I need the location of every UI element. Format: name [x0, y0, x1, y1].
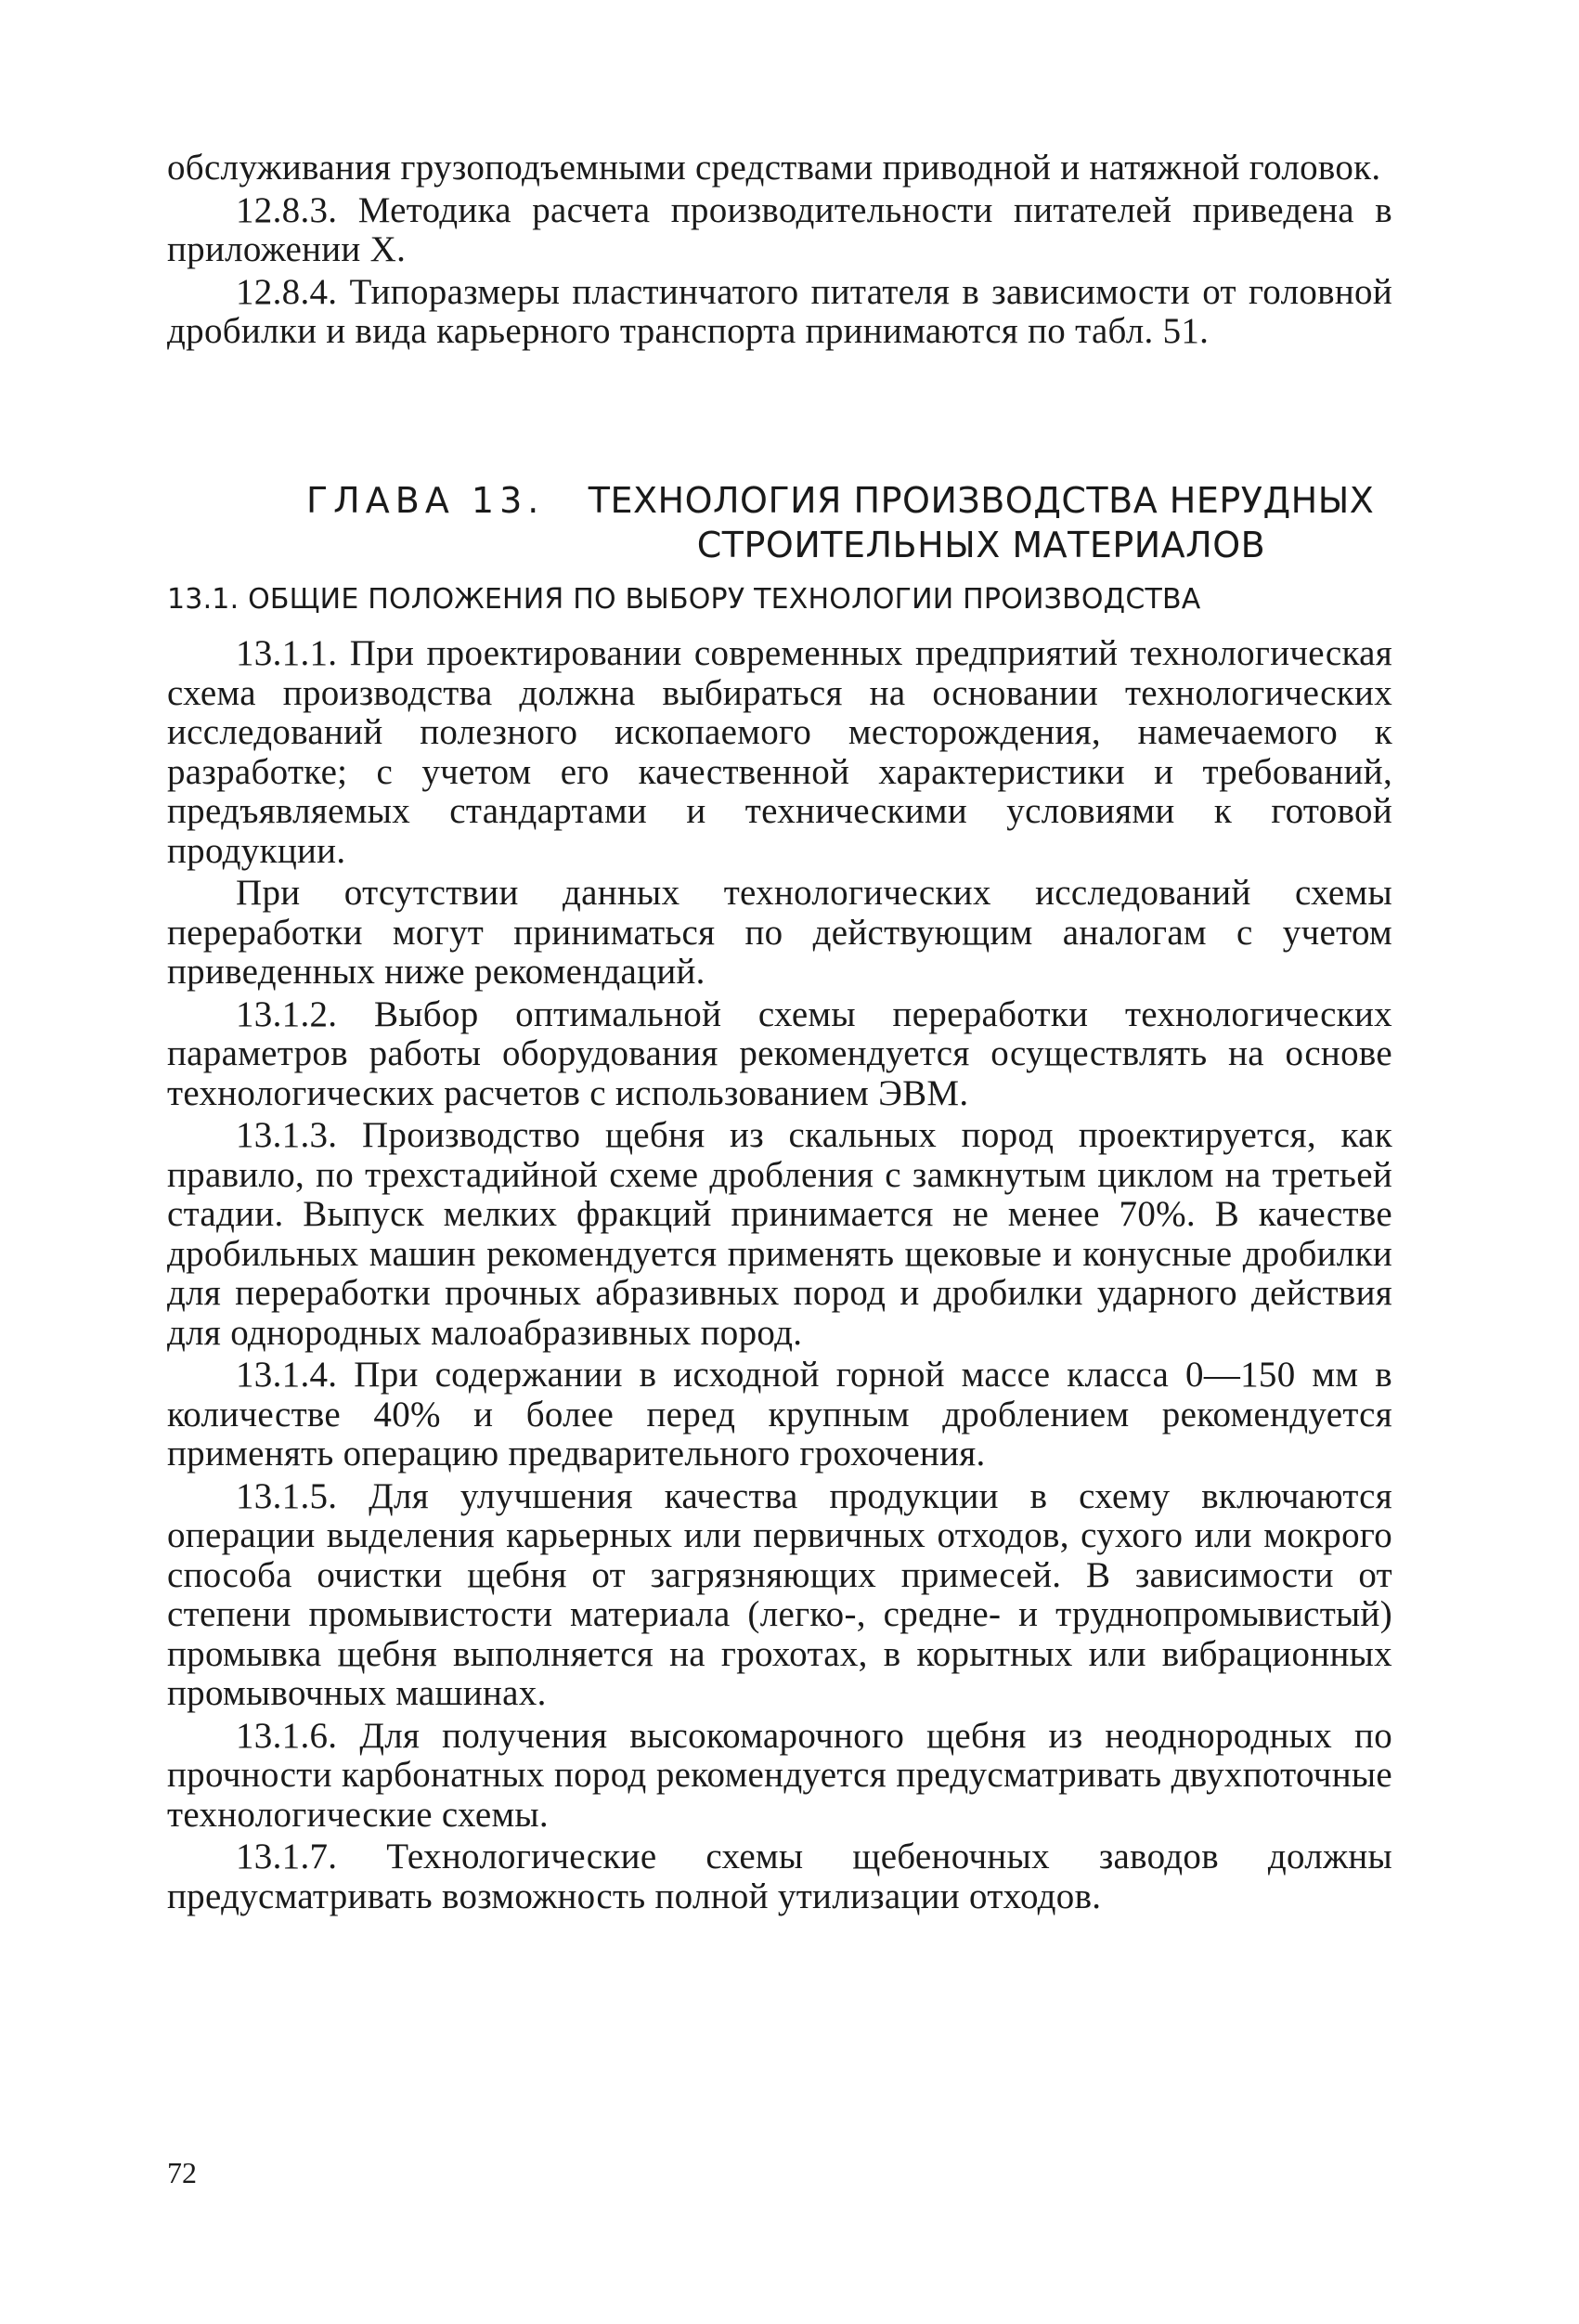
page-number: 72	[167, 2156, 197, 2189]
intro-block	[167, 149, 1392, 355]
chapter-title-line-2: СТРОИТЕЛЬНЫХ МАТЕРИАЛОВ	[696, 525, 1266, 565]
paragraph-12-8-3: 12.8.3. Методика расчета производительности питателей приведена в приложении X.	[167, 189, 1392, 269]
paragraph-13-1-2: 13.1.2. Выбор оптимальной схемы переработки технологических параметров работы оборудования рекомендуется осуществлять на основе технологических расчетов с использованием ЭВМ.	[167, 993, 1392, 1113]
paragraph-13-1-7: 13.1.7. Технологические схемы щебеночных заводов должны предусматривать возможность полной утилизации отходов.	[167, 1837, 1392, 1916]
paragraph-continuation: обслуживания грузоподъемными средствами приводной и натяжной головок.	[167, 148, 1381, 188]
paragraph-no-data: При отсутствии данных технологических исследований схемы переработки могут приниматься по действующим аналогам с учетом приведенных ниже рекомендаций.	[167, 873, 1392, 992]
section-heading: 13.1. ОБЩИЕ ПОЛОЖЕНИЯ ПО ВЫБОРУ ТЕХНОЛОГИИ ПРОИЗВОДСТВА	[167, 583, 1201, 616]
chapter-title-line-1: ТЕХНОЛОГИЯ ПРОИЗВОДСТВА НЕРУДНЫХ	[588, 480, 1375, 521]
paragraph-13-1-1: 13.1.1. При проектировании современных предприятий технологическая схема производства должна выбираться на основании технологических исследований полезного ископаемого месторождения, намечаемого к разработке; с учетом его качественной характеристики и требований, предъявляемых стандартами и техническими условиями к готовой продукции.	[167, 633, 1392, 871]
chapter-title	[568, 478, 1394, 567]
paragraph-13-1-5: 13.1.5. Для улучшения качества продукции в схему включаются операции выделения карьерных или первичных отходов, сухого или мокрого способа очистки щебня от загрязняющих примесей. В зависимости от степени промывистости материала (легко-, средне- и труднопромывистый) промывка щебня выполняется на грохотах, в корытных или вибрационных промывочных машинах.	[167, 1475, 1392, 1713]
paragraph-12-8-4: 12.8.4. Типоразмеры пластинчатого питателя в зависимости от головной дробилки и вида карьерного транспорта принимаются по табл. 51.	[167, 271, 1392, 351]
paragraph-13-1-3: 13.1.3. Производство щебня из скальных пород проектируется, как правило, по трехстадийной схеме дробления с замкнутым циклом на третьей стадии. Выпуск мелких фракций принимается не менее 70%. В качестве дробильных машин рекомендуется применять щековые и конусные дробилки для переработки прочных абразивных пород и дробилки ударного действия для однородных малоабразивных пород.	[167, 1115, 1392, 1353]
chapter-label: ГЛАВА 13.	[306, 480, 545, 521]
section-body	[167, 634, 1392, 1919]
paragraph-13-1-6: 13.1.6. Для получения высокомарочного щебня из неоднородных по прочности карбонатных пород рекомендуется предусматривать двухпоточные технологические схемы.	[167, 1715, 1392, 1835]
paragraph-13-1-4: 13.1.4. При содержании в исходной горной массе класса 0—150 мм в количестве 40% и более перед крупным дроблением рекомендуется применять операцию предварительного грохочения.	[167, 1355, 1392, 1474]
